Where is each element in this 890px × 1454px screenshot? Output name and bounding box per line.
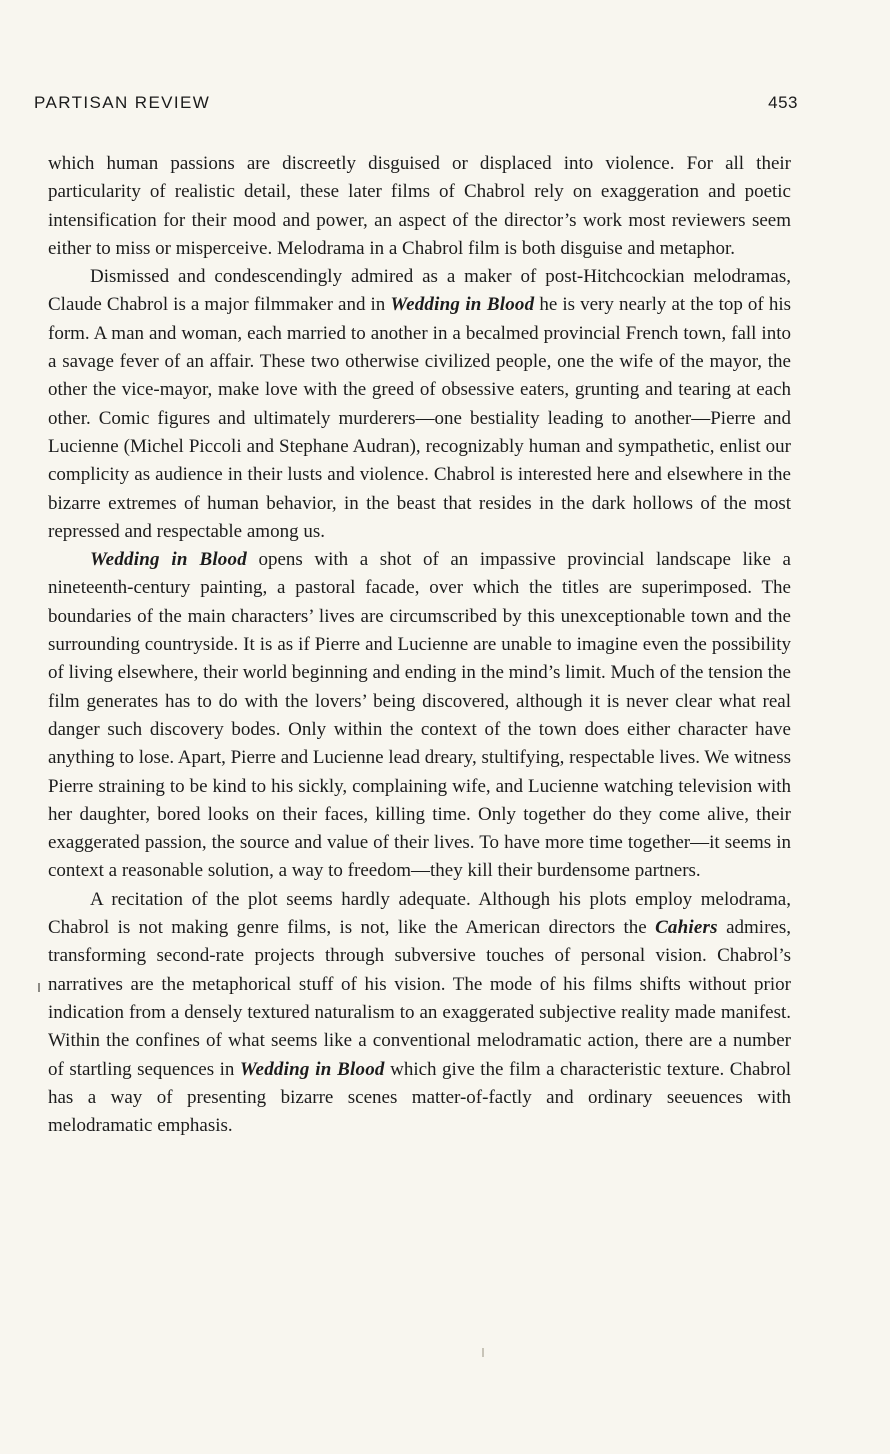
paragraph-4-text-a: A recitation of the plot seems hardly adequate. Although his plots employ melodrama, Chabrol is not making genre films, is not, like the American directors the	[48, 888, 791, 939]
paragraph-2-text-b: he is very nearly at the top of his form. A man and woman, each married to another in a becalmed provincial French town, fall into a savage fever of an affair. These two otherwise civilized people, one the wife of the mayor, the other the vice-mayor, make love with the greed of obsessive eaters, grunting and tearing at each other. Comic figures and ultimately murderers—one bestiality leading to another—Pierre and Lucienne (Michel Piccoli and Stephane Audran), recognizably human and sympathetic, enlist our complicity as audience in their lusts and violence. Chabrol is interested here and elsewhere in the bizarre extremes of human behavior, in the beast that resides in the dark hollows of the most repressed and respectable among us.	[48, 294, 791, 542]
scan-speck	[482, 1348, 484, 1357]
paragraph-1-text: which human passions are discreetly disguised or displaced into violence. For all their particularity of realistic detail, these later films of Chabrol rely on exaggeration and poetic intensification for their mood and power, an aspect of the director’s work most reviewers seem either to miss or misperceive. Melodrama in a Chabrol film is both disguise and metaphor.	[48, 153, 791, 259]
paragraph-3-text: opens with a shot of an impassive provincial landscape like a nineteenth-century painting, a pastoral facade, over which the titles are superimposed. The boundaries of the main characters’ lives are circumscribed by this unexceptionable town and the surrounding countryside. It is as if Pierre and Lucienne are unable to imagine even the possibility of living elsewhere, their world beginning and ending in the mind’s limit. Much of the tension the film generates has to do with the lovers’ being discovered, although it is never clear what real danger such discovery bodes. Only within the context of the town does either character have anything to lose. Apart, Pierre and Lucienne lead dreary, stultifying, respectable lives. We witness Pierre straining to be kind to his sickly, complaining wife, and Lucienne watching television with her daughter, bored looks on their faces, killing time. Only together do they come alive, their exaggerated passion, the source and value of their lives. To have more time together—it seems in context a reasonable solution, a way to freedom—they kill their burdensome partners.	[48, 549, 791, 882]
film-title-wedding-in-blood: Wedding in Blood	[239, 1058, 385, 1080]
paragraph-3	[48, 546, 791, 886]
paragraph-2	[48, 263, 791, 546]
journal-name-cahiers: Cahiers	[655, 917, 718, 939]
running-head	[34, 93, 798, 117]
margin-mark	[38, 983, 40, 992]
paragraph-4-text-c: which give the film a characteristic texture. Chabrol has a way of presenting bizarre scenes matter-of-factly and ordinary seeuences with melodramatic emphasis.	[48, 1058, 791, 1137]
paragraph-1	[48, 150, 791, 263]
film-title-wedding-in-blood: Wedding in Blood	[90, 549, 247, 571]
paragraph-4	[48, 886, 791, 1141]
film-title-wedding-in-blood: Wedding in Blood	[390, 294, 535, 316]
paragraph-2-text-a: Dismissed and condescendingly admired as a maker of post-Hitchcockian melodramas, Claude Chabrol is a major filmmaker and in	[48, 266, 791, 316]
page-number: 453	[768, 93, 798, 112]
journal-title: PARTISAN REVIEW	[34, 93, 211, 112]
paragraph-4-text-b: admires, transforming second-rate projects through subversive touches of personal vision. Chabrol’s narratives are the metaphorical stuff of his vision. The mode of his films shifts without prior indication from a densely textured naturalism to an exaggerated subjective reality made manifest. Within the confines of what seems like a conventional melodramatic action, there are a number of startling sequences in	[48, 917, 791, 1080]
article-body	[48, 150, 791, 1140]
